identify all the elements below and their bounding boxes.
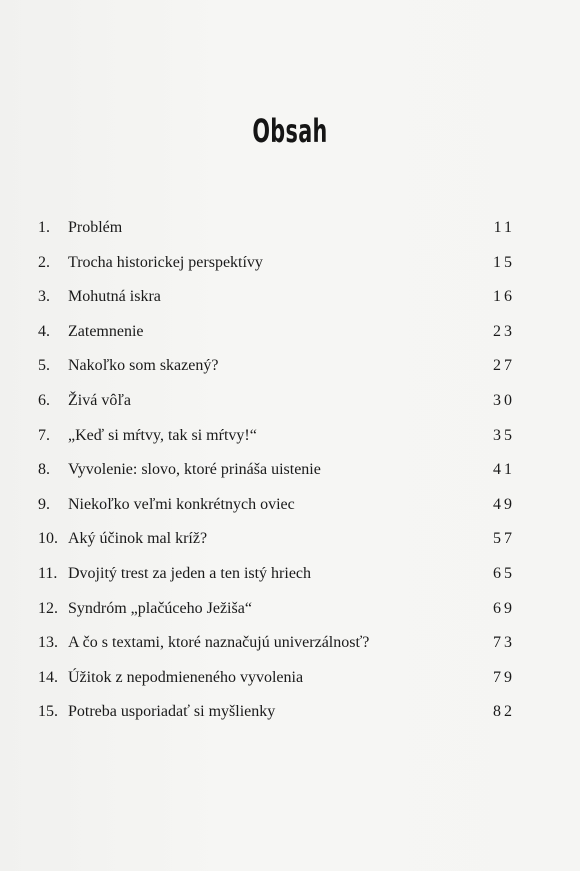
- entry-title: „Keď si mŕtvy, tak si mŕtvy!“: [68, 426, 257, 444]
- entry-number: 7.: [38, 426, 50, 444]
- entry-page: 16: [493, 288, 515, 306]
- entry-page: 30: [493, 391, 515, 409]
- entry-number: 8.: [38, 461, 50, 479]
- entry-number: 2.: [38, 253, 50, 271]
- toc-entry: [38, 219, 515, 254]
- toc-entry: [38, 564, 515, 600]
- entry-number: 10.: [38, 530, 58, 548]
- entry-page: 49: [493, 495, 515, 513]
- entry-page: 57: [493, 530, 515, 548]
- entry-number: 9.: [38, 495, 50, 513]
- toc-entry: [38, 634, 515, 669]
- entry-title: Nakoľko som skazený?: [68, 357, 219, 375]
- entry-title: A čo s textami, ktoré naznačujú univerzálnosť?: [68, 634, 370, 652]
- entry-title: Potreba usporiadať si myšlienky: [68, 703, 276, 721]
- table-of-contents: [38, 219, 515, 738]
- entry-title: Mohutná iskra: [68, 288, 161, 306]
- toc-entry: [38, 461, 515, 496]
- entry-title: Trocha historickej perspektívy: [68, 253, 263, 271]
- entry-page: 27: [493, 357, 515, 375]
- entry-title: Vyvolenie: slovo, ktoré prináša uistenie: [68, 461, 321, 479]
- entry-title: Aký účinok mal kríž?: [68, 530, 208, 548]
- entry-title: Živá vôľa: [68, 391, 131, 409]
- entry-number: 4.: [38, 322, 50, 340]
- entry-page: 23: [493, 322, 515, 340]
- toc-entry: [38, 599, 515, 635]
- toc-entry: [38, 391, 515, 427]
- toc-entry: [38, 253, 515, 289]
- entry-page: 82: [493, 703, 515, 721]
- entry-number: 3.: [38, 288, 50, 306]
- entry-number: 12.: [38, 599, 58, 617]
- toc-entry: [38, 703, 515, 738]
- entry-page: 65: [493, 564, 515, 582]
- entry-title: Dvojitý trest za jeden a ten istý hriech: [68, 564, 312, 582]
- toc-entry: [38, 322, 515, 358]
- entry-number: 6.: [38, 391, 50, 409]
- toc-entry: [38, 530, 515, 565]
- entry-page: 69: [493, 599, 515, 617]
- entry-title: Úžitok z nepodmieneného vyvolenia: [68, 668, 304, 686]
- entry-page: 79: [493, 668, 515, 686]
- entry-title: Zatemnenie: [68, 322, 144, 340]
- toc-entry: [38, 668, 515, 704]
- page-title: Obsah: [252, 112, 328, 150]
- entry-page: 11: [493, 219, 515, 236]
- entry-number: 5.: [38, 357, 50, 375]
- entry-number: 13.: [38, 634, 58, 652]
- toc-entry: [38, 288, 515, 323]
- entry-number: 1.: [38, 219, 50, 236]
- entry-number: 14.: [38, 668, 58, 686]
- entry-number: 11.: [38, 564, 58, 582]
- entry-page: 35: [493, 426, 515, 444]
- entry-title: Niekoľko veľmi konkrétnych oviec: [68, 495, 295, 513]
- entry-number: 15.: [38, 703, 58, 721]
- toc-entry: [38, 426, 515, 462]
- toc-entry: [38, 357, 515, 392]
- entry-title: Syndróm „plačúceho Ježiša“: [68, 599, 252, 617]
- entry-title: Problém: [68, 219, 123, 236]
- entry-page: 73: [493, 634, 515, 652]
- entry-page: 41: [493, 461, 515, 479]
- toc-entry: [38, 495, 515, 531]
- entry-page: 15: [493, 253, 515, 271]
